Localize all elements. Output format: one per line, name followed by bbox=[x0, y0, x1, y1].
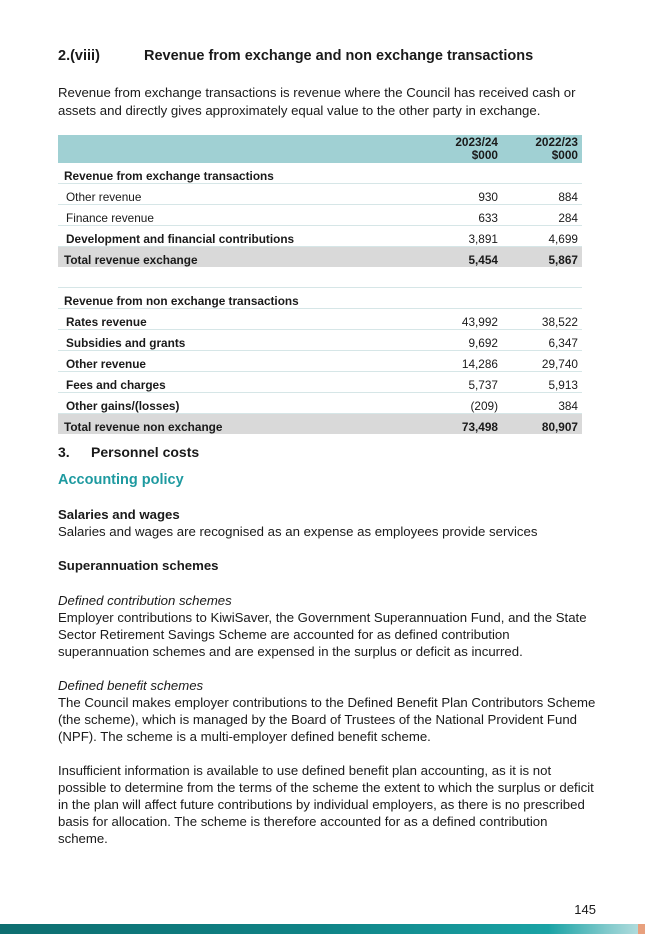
db-line: (NPF). The scheme is a multi-employer defined benefit scheme. bbox=[58, 729, 431, 744]
header-blank bbox=[58, 135, 428, 163]
salaries-heading: Salaries and wages bbox=[58, 507, 180, 522]
db-line: The Council makes employer contributions to the Defined Benefit Plan Contributors Scheme bbox=[58, 695, 596, 710]
defined-contribution-block bbox=[58, 592, 598, 660]
header-col-2024: 2023/24 $000 bbox=[428, 135, 502, 163]
personnel-heading bbox=[58, 444, 199, 460]
page-number: 145 bbox=[574, 902, 596, 917]
personnel-number: 3. bbox=[58, 444, 70, 460]
table-row: Rates revenue 43,992 38,522 bbox=[58, 309, 582, 330]
table-row: Other gains/(losses) (209) 384 bbox=[58, 393, 582, 414]
table-row: Finance revenue 633 284 bbox=[58, 205, 582, 226]
dc-line: superannuation schemes and are expensed in the surplus or deficit as incurred. bbox=[58, 644, 523, 659]
revenue-table bbox=[58, 135, 582, 434]
section-number: 2.(viii) bbox=[58, 48, 100, 64]
table-row: Fees and charges 5,737 5,913 bbox=[58, 372, 582, 393]
table-row: Subsidies and grants 9,692 6,347 bbox=[58, 330, 582, 351]
section-heading bbox=[58, 48, 533, 64]
intro-paragraph: Revenue from exchange transactions is revenue where the Council has received cash or assets and directly gives approximately equal value to the other party in exchange. bbox=[58, 85, 576, 118]
accounting-policy-heading: Accounting policy bbox=[58, 472, 184, 488]
table-spacer bbox=[58, 267, 582, 288]
personnel-title: Personnel costs bbox=[91, 444, 200, 460]
dc-line: Sector Retirement Savings Scheme are accounted for as defined contribution bbox=[58, 627, 510, 642]
table-row: Other revenue 14,286 29,740 bbox=[58, 351, 582, 372]
salaries-block bbox=[58, 506, 598, 540]
footer-bar bbox=[0, 924, 645, 934]
header-col-2023: 2022/23 $000 bbox=[502, 135, 582, 163]
salaries-text: Salaries and wages are recognised as an expense as employees provide services bbox=[58, 524, 538, 539]
table-header-row bbox=[58, 135, 582, 163]
table-row: Other revenue 930 884 bbox=[58, 184, 582, 205]
db-line: (the scheme), which is managed by the Board of Trustees of the National Provident Fund bbox=[58, 712, 577, 727]
dc-heading: Defined contribution schemes bbox=[58, 593, 232, 608]
exchange-group-heading: Revenue from exchange transactions bbox=[58, 163, 582, 184]
db-heading: Defined benefit schemes bbox=[58, 678, 204, 693]
insufficient-info-paragraph: Insufficient information is available to use defined benefit plan accounting, as it is not possible to determine from the terms of the scheme the extent to which the surplus or deficit in the plan will affect future contributions by individual employers, as there is no prescribed basis for allocation. The scheme is therefore accounted for as a defined contribution scheme. bbox=[58, 763, 594, 846]
section-title: Revenue from exchange and non exchange transactions bbox=[144, 48, 534, 64]
superannuation-heading: Superannuation schemes bbox=[58, 558, 219, 573]
dc-line: Employer contributions to KiwiSaver, the Government Superannuation Fund, and the State bbox=[58, 610, 587, 625]
table-row: Development and financial contributions 3,891 4,699 bbox=[58, 226, 582, 247]
nonexchange-total-row: Total revenue non exchange 73,498 80,907 bbox=[58, 414, 582, 435]
footer-accent bbox=[638, 924, 645, 934]
exchange-total-row: Total revenue exchange 5,454 5,867 bbox=[58, 247, 582, 268]
defined-benefit-block bbox=[58, 677, 598, 745]
nonexchange-group-heading: Revenue from non exchange transactions bbox=[58, 288, 582, 309]
